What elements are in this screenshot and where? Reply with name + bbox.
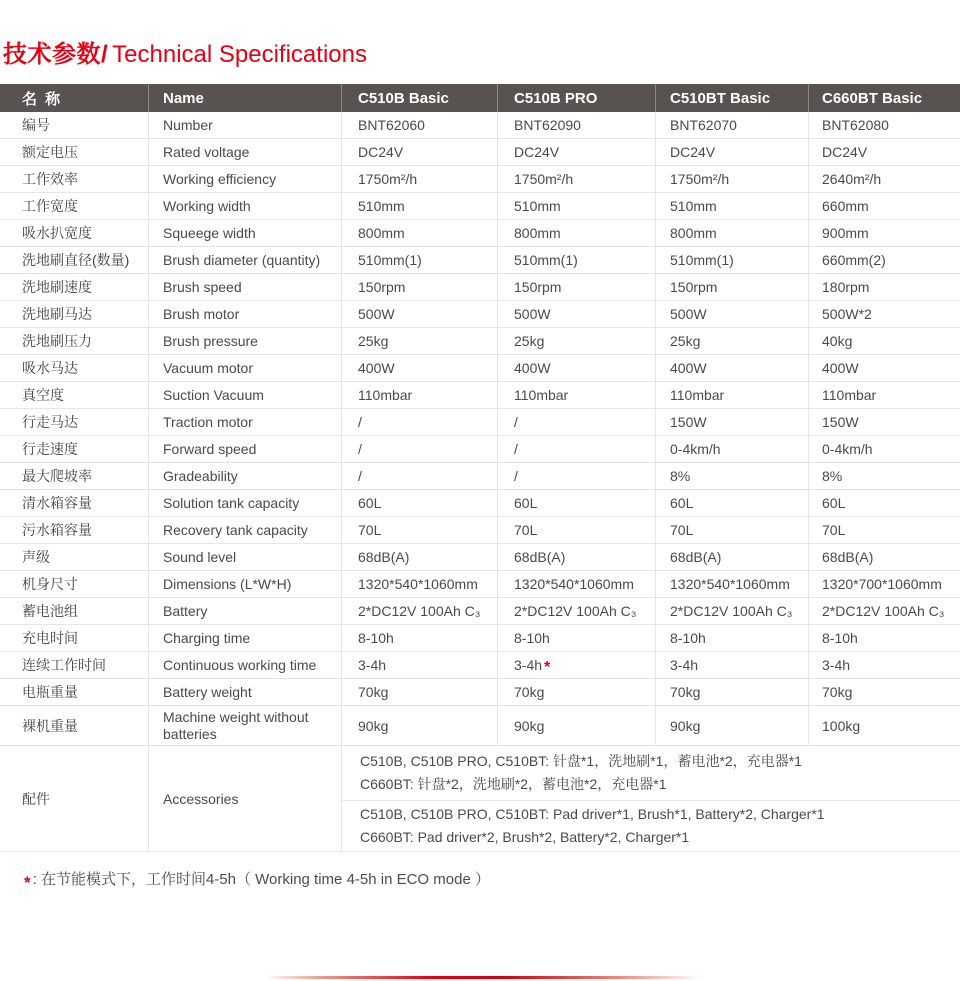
value-cell: 500W <box>341 301 497 327</box>
value-cell: 3-4h <box>655 652 808 678</box>
table-row <box>0 220 960 247</box>
value-cell: 800mm <box>341 220 497 246</box>
value-cell: 150rpm <box>341 274 497 300</box>
row-label-cn: 最大爬坡率 <box>22 468 92 484</box>
row-label-en: Working width <box>148 193 341 219</box>
value-cell: 110mbar <box>655 382 808 408</box>
value-cell: 1320*540*1060mm <box>655 571 808 597</box>
value-cell: BNT62060 <box>341 112 497 138</box>
row-label-en: Accessories <box>148 746 341 851</box>
value-cell: 510mm(1) <box>497 247 655 273</box>
value-cell: 1320*540*1060mm <box>497 571 655 597</box>
value-cell: 510mm <box>341 193 497 219</box>
spec-table <box>0 84 960 852</box>
value-cell: BNT62080 <box>808 112 960 138</box>
row-label-en: Recovery tank capacity <box>148 517 341 543</box>
value-cell: 25kg <box>655 328 808 354</box>
row-label-en: Squeege width <box>148 220 341 246</box>
value-cell: / <box>497 463 655 489</box>
table-row <box>0 409 960 436</box>
value-cell: 500W <box>655 301 808 327</box>
footnote-text: : 在节能模式下，工作时间4-5h（ Working time 4-5h in ECO mode ） <box>32 871 490 888</box>
value-cell: 2640m²/h <box>808 166 960 192</box>
value-cell: 800mm <box>497 220 655 246</box>
value-cell: 70L <box>497 517 655 543</box>
value-cell: 90kg <box>655 706 808 745</box>
value-cell: 500W*2 <box>808 301 960 327</box>
value-cell: 2*DC12V 100Ah C₃ <box>655 598 808 624</box>
row-label-en: Brush motor <box>148 301 341 327</box>
value-cell: 60L <box>808 490 960 516</box>
row-label-cn: 工作效率 <box>22 171 78 187</box>
row-label-cn: 吸水扒宽度 <box>22 225 92 241</box>
value-cell: / <box>497 436 655 462</box>
value-cell: 25kg <box>497 328 655 354</box>
value-cell: 1750m²/h <box>341 166 497 192</box>
row-label-cn: 工作宽度 <box>22 198 78 214</box>
value-cell: 1320*700*1060mm <box>808 571 960 597</box>
value-cell: 510mm(1) <box>341 247 497 273</box>
row-label-en: Solution tank capacity <box>148 490 341 516</box>
row-label-cn: 充电时间 <box>22 630 78 646</box>
value-cell: 8% <box>808 463 960 489</box>
value-cell: 60L <box>341 490 497 516</box>
row-label-cn: 电瓶重量 <box>22 684 78 700</box>
value-cell: 68dB(A) <box>341 544 497 570</box>
row-label-cn: 污水箱容量 <box>22 522 92 538</box>
row-label-cn: 清水箱容量 <box>22 495 92 511</box>
table-row <box>0 139 960 166</box>
value-cell: 8-10h <box>655 625 808 651</box>
row-label-cn: 声级 <box>22 549 50 565</box>
value-cell: 68dB(A) <box>655 544 808 570</box>
accessories-line: C510B, C510B PRO, C510BT: 针盘*1，洗地刷*1，蓄电池*2，充电器*1 <box>360 753 802 770</box>
value-cell: 2*DC12V 100Ah C₃ <box>497 598 655 624</box>
row-label-cn: 洗地刷压力 <box>22 333 92 349</box>
value-cell: 8-10h <box>341 625 497 651</box>
row-label-en: Brush diameter (quantity) <box>148 247 341 273</box>
value-cell: 60L <box>655 490 808 516</box>
row-label-cn: 洗地刷直径(数量) <box>22 252 130 268</box>
table-row <box>0 598 960 625</box>
value-cell: 70L <box>655 517 808 543</box>
value-cell: BNT62090 <box>497 112 655 138</box>
value-cell: 25kg <box>341 328 497 354</box>
value-cell: 500W <box>497 301 655 327</box>
value-cell: 180rpm <box>808 274 960 300</box>
value-cell: 900mm <box>808 220 960 246</box>
value-cell: 90kg <box>341 706 497 745</box>
row-label-cn: 吸水马达 <box>22 360 78 376</box>
table-body <box>0 112 960 746</box>
table-row <box>0 625 960 652</box>
row-label-en: Gradeability <box>148 463 341 489</box>
value-cell: 150W <box>655 409 808 435</box>
value-cell: / <box>497 409 655 435</box>
column-header-c510bt-basic: C510BT Basic <box>655 84 808 112</box>
bottom-accent-bar <box>265 976 701 979</box>
column-header-c510b-basic: C510B Basic <box>341 84 497 112</box>
row-label-en: Number <box>148 112 341 138</box>
column-header-c510b-pro: C510B PRO <box>497 84 655 112</box>
value-cell: DC24V <box>655 139 808 165</box>
table-header-row <box>0 84 960 112</box>
row-label-cn: 机身尺寸 <box>22 576 78 592</box>
row-label-en: Working efficiency <box>148 166 341 192</box>
value-cell: 1750m²/h <box>655 166 808 192</box>
accessories-line: C660BT: Pad driver*2, Brush*2, Battery*2, Charger*1 <box>360 829 690 846</box>
row-label-en: Battery <box>148 598 341 624</box>
value-cell: 70kg <box>341 679 497 705</box>
value-cell: 1750m²/h <box>497 166 655 192</box>
table-row <box>0 193 960 220</box>
row-label-cn: 洗地刷马达 <box>22 306 92 322</box>
value-cell: 1320*540*1060mm <box>341 571 497 597</box>
row-label-en: Charging time <box>148 625 341 651</box>
row-label-en: Traction motor <box>148 409 341 435</box>
table-row <box>0 544 960 571</box>
value-cell: DC24V <box>497 139 655 165</box>
table-row <box>0 166 960 193</box>
value-cell: 400W <box>341 355 497 381</box>
row-label-en: Machine weight without batteries <box>148 706 341 745</box>
value-cell: 90kg <box>497 706 655 745</box>
value-cell: / <box>341 409 497 435</box>
column-header-name-en: Name <box>148 84 341 112</box>
table-row <box>0 274 960 301</box>
table-row <box>0 706 960 746</box>
table-row <box>0 436 960 463</box>
value-cell: 3-4h * <box>497 652 655 678</box>
value-cell: 8-10h <box>497 625 655 651</box>
value-cell: 800mm <box>655 220 808 246</box>
row-label-en: Sound level <box>148 544 341 570</box>
title-chinese: 技术参数/ <box>3 41 109 68</box>
accessories-row <box>0 746 960 852</box>
value-cell: / <box>341 463 497 489</box>
value-cell: 0-4km/h <box>808 436 960 462</box>
value-cell: 70kg <box>655 679 808 705</box>
table-row <box>0 652 960 679</box>
row-label-cn: 真空度 <box>22 387 64 403</box>
value-cell: 110mbar <box>808 382 960 408</box>
row-label-en: Brush speed <box>148 274 341 300</box>
table-row <box>0 382 960 409</box>
value-cell: DC24V <box>808 139 960 165</box>
value-cell: 70L <box>341 517 497 543</box>
table-row <box>0 571 960 598</box>
value-cell: 8% <box>655 463 808 489</box>
accessories-line: C510B, C510B PRO, C510BT: Pad driver*1, Brush*1, Battery*2, Charger*1 <box>360 806 825 823</box>
value-cell: 0-4km/h <box>655 436 808 462</box>
accessories-english-block <box>342 800 960 851</box>
value-cell: 68dB(A) <box>497 544 655 570</box>
value-cell: 400W <box>497 355 655 381</box>
value-cell: 660mm(2) <box>808 247 960 273</box>
eco-mode-footnote <box>22 868 490 892</box>
column-header-name-cn: 名 称 <box>22 90 63 108</box>
row-label-cn: 洗地刷速度 <box>22 279 92 295</box>
value-cell: DC24V <box>341 139 497 165</box>
page-title <box>3 34 367 69</box>
row-label-en: Dimensions (L*W*H) <box>148 571 341 597</box>
value-cell: 110mbar <box>497 382 655 408</box>
value-cell: 150rpm <box>655 274 808 300</box>
value-cell: 150W <box>808 409 960 435</box>
accessories-values <box>341 746 960 851</box>
value-cell: 110mbar <box>341 382 497 408</box>
row-label-cn: 行走马达 <box>22 414 78 430</box>
row-label-en: Continuous working time <box>148 652 341 678</box>
value-cell: 2*DC12V 100Ah C₃ <box>341 598 497 624</box>
column-header-c660bt-basic: C660BT Basic <box>808 84 960 112</box>
row-label-en: Forward speed <box>148 436 341 462</box>
table-row <box>0 355 960 382</box>
accessories-chinese-block <box>342 746 960 800</box>
value-cell: 8-10h <box>808 625 960 651</box>
row-label-cn: 裸机重量 <box>22 717 78 734</box>
value-cell: 70kg <box>497 679 655 705</box>
row-label-en: Suction Vacuum <box>148 382 341 408</box>
value-cell: BNT62070 <box>655 112 808 138</box>
asterisk-icon: * <box>24 873 31 892</box>
row-label-en: Brush pressure <box>148 328 341 354</box>
value-cell: 2*DC12V 100Ah C₃ <box>808 598 960 624</box>
value-cell: 68dB(A) <box>808 544 960 570</box>
table-row <box>0 112 960 139</box>
row-label-cn: 行走速度 <box>22 441 78 457</box>
row-label-cn: 额定电压 <box>22 144 78 160</box>
value-cell: 400W <box>808 355 960 381</box>
value-cell: / <box>341 436 497 462</box>
row-label-en: Vacuum motor <box>148 355 341 381</box>
value-cell: 60L <box>497 490 655 516</box>
row-label-en: Battery weight <box>148 679 341 705</box>
row-label-cn: 编号 <box>22 117 50 133</box>
row-label-cn: 蓄电池组 <box>22 603 78 619</box>
value-cell: 510mm(1) <box>655 247 808 273</box>
value-cell: 510mm <box>497 193 655 219</box>
table-row <box>0 328 960 355</box>
accessories-line: C660BT: 针盘*2，洗地刷*2，蓄电池*2，充电器*1 <box>360 776 667 793</box>
title-english: Technical Specifications <box>112 41 367 68</box>
value-cell: 400W <box>655 355 808 381</box>
row-label-cn: 配件 <box>22 790 50 807</box>
table-row <box>0 679 960 706</box>
row-label-en: Rated voltage <box>148 139 341 165</box>
value-cell: 510mm <box>655 193 808 219</box>
row-label-cn: 连续工作时间 <box>22 657 106 673</box>
value-cell: 3-4h <box>341 652 497 678</box>
value-cell: 660mm <box>808 193 960 219</box>
value-cell: 70kg <box>808 679 960 705</box>
table-row <box>0 517 960 544</box>
value-cell: 40kg <box>808 328 960 354</box>
table-row <box>0 301 960 328</box>
value-cell: 150rpm <box>497 274 655 300</box>
table-row <box>0 490 960 517</box>
table-row <box>0 463 960 490</box>
value-cell: 3-4h <box>808 652 960 678</box>
value-cell: 100kg <box>808 706 960 745</box>
value-cell: 70L <box>808 517 960 543</box>
table-row <box>0 247 960 274</box>
